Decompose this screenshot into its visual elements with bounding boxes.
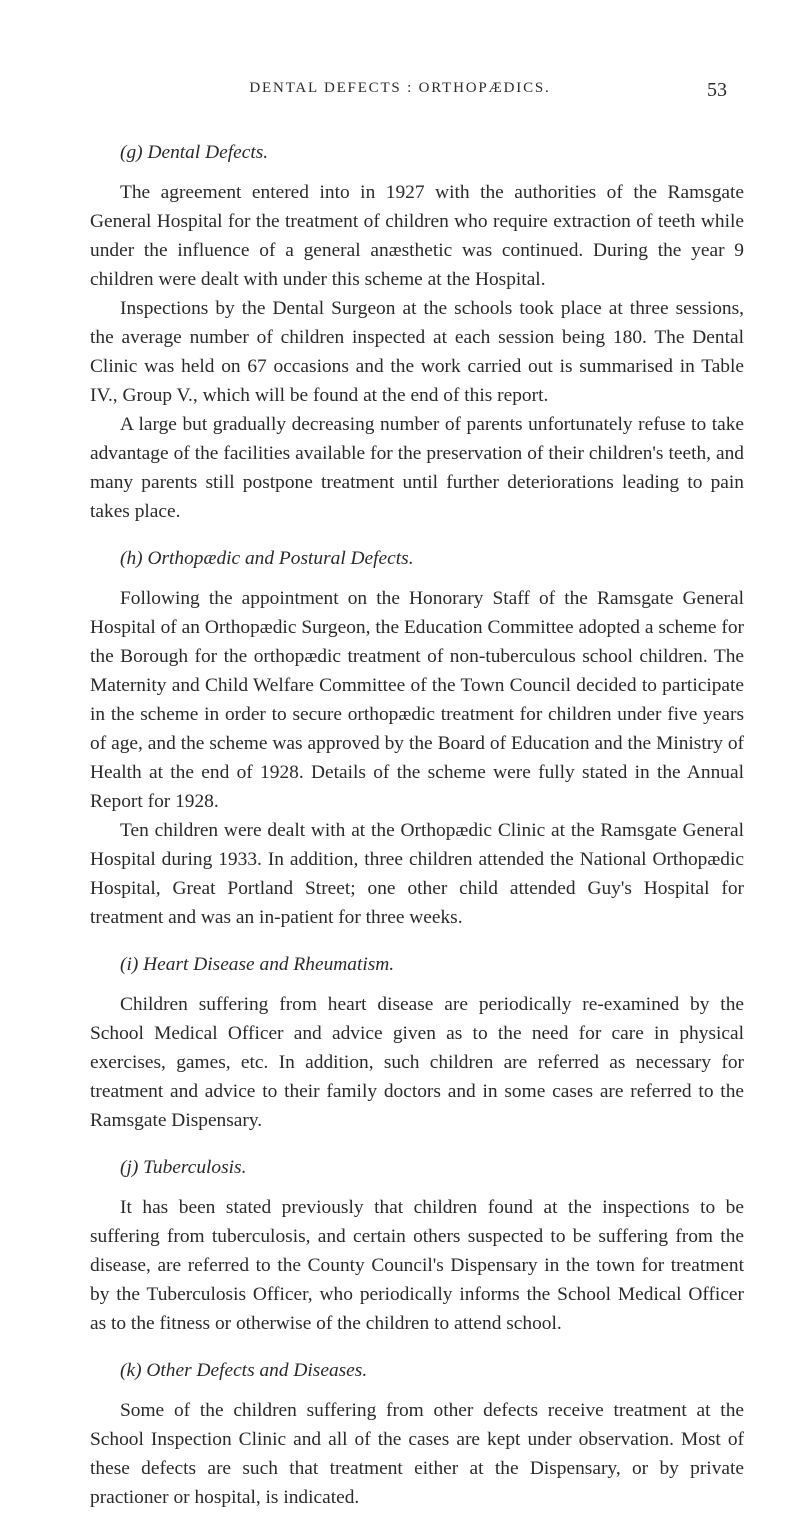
- paragraph: Some of the children suffering from other defects receive treatment at the School Inspection Clinic and all of the cases are kept under observation. Most of these defects are such that treatment either at the Dispensary, or by private practioner or hospital, is indicated.: [90, 1400, 744, 1508]
- section-dental-defects: [90, 138, 744, 526]
- paragraph: Children suffering from heart disease are periodically re-examined by the School Medical Officer and advice given as to the need for care in physical exercises, games, etc. In addition, such children are referred as necessary for treatment and advice to their family doctors and in some cases are referred to the Ramsgate Dispensary.: [90, 994, 744, 1131]
- section-letter: (g): [120, 142, 143, 163]
- section-title: Other Defects and Diseases.: [146, 1360, 368, 1381]
- section-title: Heart Disease and Rheumatism.: [143, 954, 395, 975]
- section-title: Orthopædic and Postural Defects.: [147, 548, 414, 569]
- section-tuberculosis: [90, 1153, 744, 1338]
- paragraph: The agreement entered into in 1927 with the authorities of the Ramsgate General Hospital for the treatment of children who require extraction of teeth while under the influence of a general anæsthetic was continued. During the year 9 children were dealt with under this scheme at the Hospital.: [90, 182, 744, 290]
- paragraph: Inspections by the Dental Surgeon at the schools took place at three sessions, the average number of children inspected at each session being 180. The Dental Clinic was held on 67 occasions and the work carried out is summarised in Table IV., Group V., which will be found at the end of this report.: [90, 298, 744, 406]
- paragraph: It has been stated previously that children found at the inspections to be suffering from tuberculosis, and certain others suspected to be suffering from the disease, are referred to the County Council's Dispensary in the town for treatment by the Tuberculosis Officer, who periodically informs the School Medical Officer as to the fitness or otherwise of the children to attend school.: [90, 1197, 744, 1334]
- section-heading: [120, 138, 744, 167]
- section-heading: [120, 1356, 744, 1385]
- paragraph: Following the appointment on the Honorary Staff of the Ramsgate General Hospital of an Orthopædic Surgeon, the Education Committee adopted a scheme for the Borough for the orthopædic treatment of non-tuberculous school children. The Maternity and Child Welfare Committee of the Town Council decided to participate in the scheme in order to secure orthopædic treatment for children under five years of age, and the scheme was approved by the Board of Education and the Ministry of Health at the end of 1928. Details of the scheme were fully stated in the Annual Report for 1928.: [90, 588, 744, 812]
- section-letter: (i): [120, 954, 139, 975]
- section-other-defects: [90, 1356, 744, 1512]
- section-heading: [120, 950, 744, 979]
- section-heading: [120, 544, 744, 573]
- section-title: Tuberculosis.: [143, 1157, 247, 1178]
- section-heart-disease: [90, 950, 744, 1135]
- section-letter: (j): [120, 1157, 139, 1178]
- report-body: [90, 138, 744, 1530]
- running-head: DENTAL DEFECTS : ORTHOPÆDICS.: [249, 80, 551, 96]
- section-heading: [120, 1153, 744, 1182]
- section-letter: (k): [120, 1360, 142, 1381]
- section-orthopaedic-defects: [90, 544, 744, 932]
- paragraph: A large but gradually decreasing number of parents unfortunately refuse to take advantage of the facilities available for the preservation of their children's teeth, and many parents still postpone treatment until further deteriorations leading to pain takes place.: [90, 414, 744, 522]
- paragraph: Ten children were dealt with at the Orthopædic Clinic at the Ramsgate General Hospital during 1933. In addition, three children attended the National Orthopædic Hospital, Great Portland Street; one other child attended Guy's Hospital for treatment and was an in-patient for three weeks.: [90, 820, 744, 928]
- section-letter: (h): [120, 548, 143, 569]
- page-number: 53: [707, 79, 727, 101]
- section-title: Dental Defects.: [147, 142, 269, 163]
